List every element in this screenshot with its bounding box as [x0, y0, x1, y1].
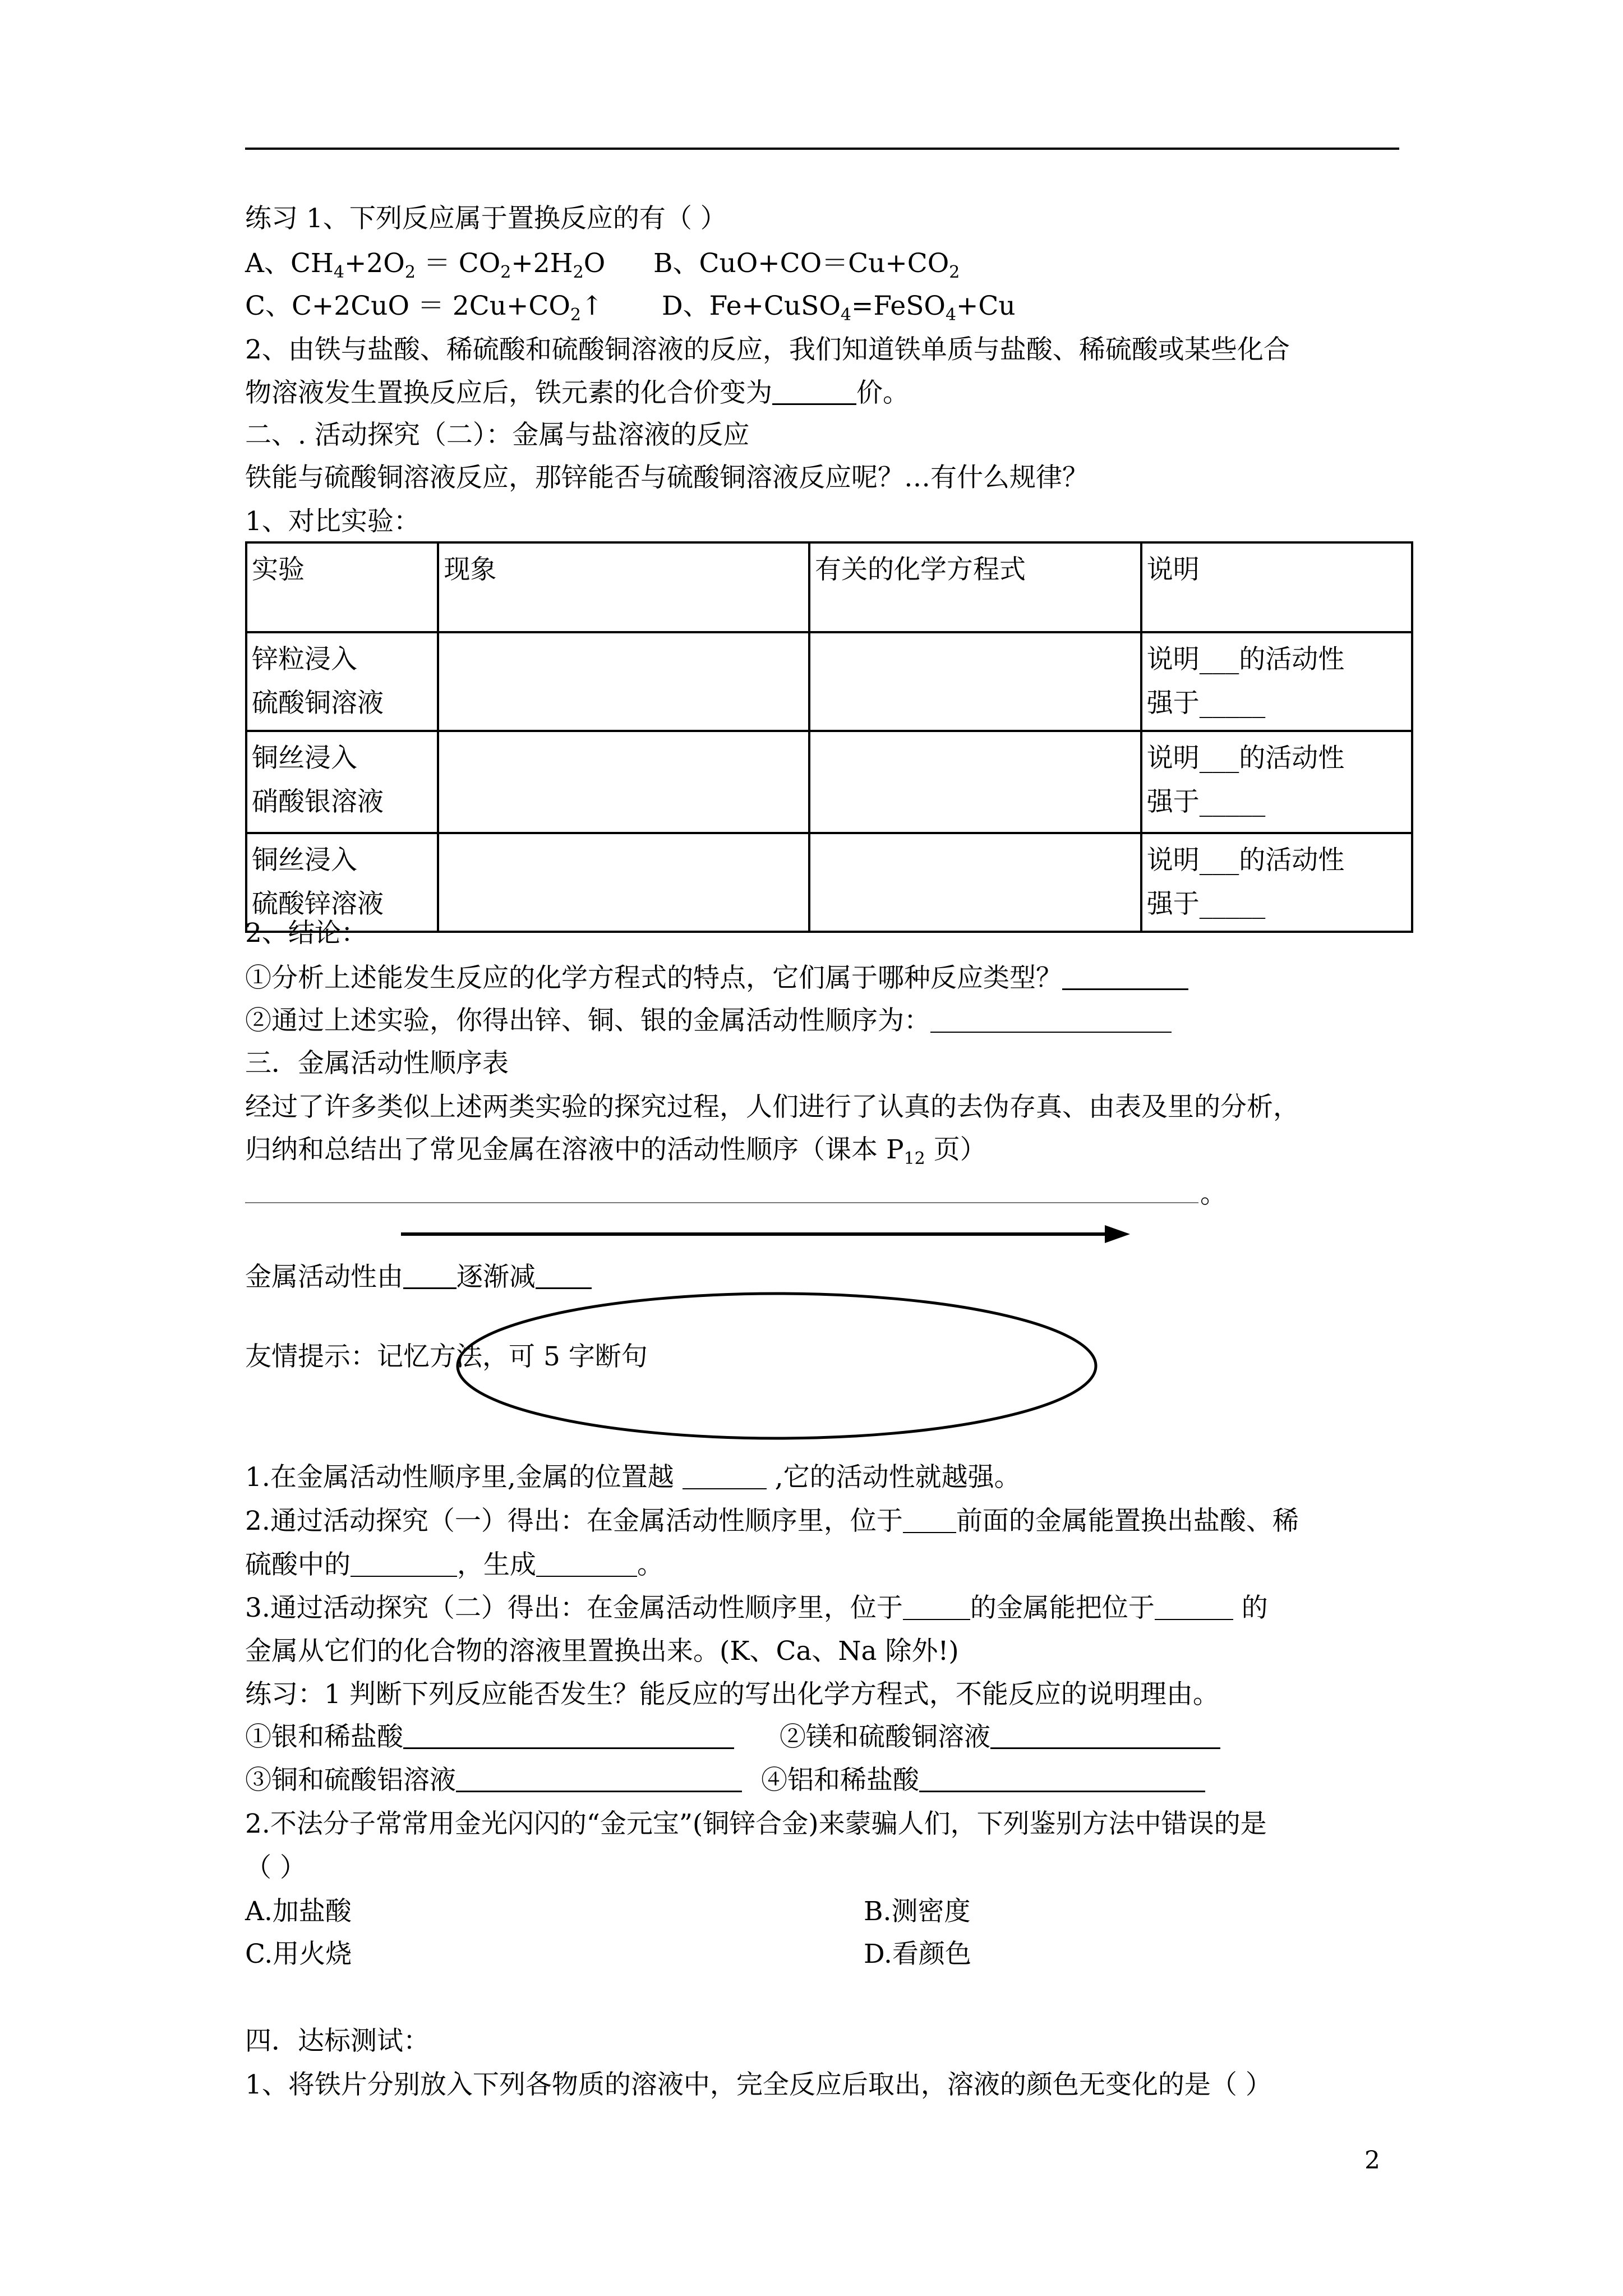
section4-title: 四．达标测试：: [245, 2026, 430, 2056]
section2-step2: 2、结论：: [245, 918, 367, 949]
practice-q1: 练习 1、下列反应属于置换反应的有（ ）: [245, 203, 727, 234]
section2-step1: 1、对比实验：: [245, 506, 420, 537]
section2-title: 二、. 活动探究（二）：金属与盐溶液的反应: [245, 420, 750, 450]
section3-title: 三．金属活动性顺序表: [245, 1048, 509, 1079]
exercise-2: ②镁和硫酸铜溶液: [780, 1724, 1220, 1750]
explanation-cell: 说明___的活动性 强于_____: [1141, 833, 1412, 932]
header-explanation: 说明: [1141, 542, 1412, 632]
header-equation: 有关的化学方程式: [809, 542, 1141, 632]
rule-3-line2: 金属从它们的化合物的溶液里置换出来。(K、Ca、Na 除外!): [245, 1636, 959, 1667]
experiment-cell: 锌粒浸入 硫酸铜溶液: [246, 632, 438, 731]
section3-para-line1: 经过了许多类似上述两类实验的探究过程，人们进行了认真的去伪存真、由表及里的分析，: [245, 1092, 1299, 1122]
exercise-3: ③铜和硫酸铝溶液: [245, 1767, 742, 1793]
exercise-2-answer[interactable]: [990, 1725, 1220, 1749]
question-2-line2: （ ）: [245, 1852, 306, 1883]
exercise-3-answer[interactable]: [456, 1768, 742, 1792]
practice-q2-line2: [245, 380, 909, 406]
memory-tip: 友情提示：记忆方法，可 5 字断句: [245, 1341, 648, 1372]
section3-para-line2: 归纳和总结出了常见金属在溶液中的活动性顺序（课本 $P_{12}$ 页）: [245, 1134, 986, 1168]
question-2-option-c[interactable]: C.用火烧: [245, 1939, 352, 1970]
table-header-row: [246, 542, 1412, 632]
before-blank[interactable]: [903, 1510, 956, 1533]
rule-2-line1: 2.通过活动探究（一）得出：在金属活动性顺序里，位于 前面的金属能置换出盐酸、稀: [245, 1506, 1299, 1536]
trend-end-blank[interactable]: [536, 1265, 592, 1289]
equation-cell[interactable]: [809, 731, 1141, 833]
reaction-type-blank[interactable]: [1062, 966, 1188, 990]
table-row: [246, 632, 1412, 731]
practice-q2-text-b: 价。: [856, 378, 909, 408]
question-2-option-a[interactable]: A.加盐酸: [245, 1896, 352, 1927]
front-metal-blank[interactable]: [903, 1596, 970, 1620]
equation-cell[interactable]: [809, 632, 1141, 731]
product-blank[interactable]: [536, 1553, 637, 1577]
practice-q2-text-a: 物溶液发生置换反应后，铁元素的化合价变为: [245, 378, 772, 408]
rule-2-line2: 硫酸中的 ，生成 。: [245, 1549, 663, 1580]
header-rule: [245, 148, 1399, 150]
explanation-cell: 说明___的活动性 强于_____: [1141, 731, 1412, 833]
back-metal-blank[interactable]: [1155, 1596, 1233, 1620]
header-phenomenon: 现象: [438, 542, 809, 632]
activity-trend: 金属活动性由 逐渐减: [245, 1264, 592, 1290]
acid-blank[interactable]: [351, 1553, 457, 1577]
rule-1: 1.在金属活动性顺序里,金属的位置越 ,它的活动性就越强。: [245, 1462, 1021, 1493]
memory-ellipse: [454, 1290, 1099, 1442]
exercise-title: 练习：1 判断下列反应能否发生？能反应的写出化学方程式，不能反应的说明理由。: [245, 1679, 1219, 1710]
practice-option-a: A、$CH_4+2O_2 = CO_2+2H_2O$: [245, 248, 606, 282]
practice-option-c: C、$C+2CuO = 2Cu+CO_2↑$: [245, 291, 603, 325]
table-row: [246, 731, 1412, 833]
equation-cell[interactable]: [809, 833, 1141, 932]
question-2-option-d[interactable]: D.看颜色: [864, 1939, 971, 1970]
header-experiment: 实验: [246, 542, 438, 632]
conclusion-1: ①分析上述能发生反应的化学方程式的特点，它们属于哪种反应类型？: [245, 965, 1188, 991]
experiment-cell: 铜丝浸入 硫酸锌溶液: [246, 833, 438, 932]
position-blank[interactable]: [683, 1466, 767, 1489]
trend-start-blank[interactable]: [403, 1265, 457, 1289]
direction-arrow: [401, 1223, 1130, 1245]
sequence-period: 。: [1200, 1179, 1227, 1209]
exercise-4: ④铝和稀盐酸: [761, 1767, 1205, 1793]
activity-order-blank[interactable]: [930, 1009, 1172, 1033]
exercise-1-answer[interactable]: [403, 1725, 734, 1749]
rule-3-line1: 3.通过活动探究（二）得出：在金属活动性顺序里，位于 的金属能把位于 的: [245, 1593, 1268, 1623]
section2-intro: 铁能与硫酸铜溶液反应，那锌能否与硫酸铜溶液反应呢？…有什么规律？: [245, 462, 1089, 493]
practice-q2-line1: 2、由铁与盐酸、稀硫酸和硫酸铜溶液的反应，我们知道铁单质与盐酸、稀硫酸或某些化合: [245, 334, 1290, 365]
activity-sequence-line[interactable]: [245, 1202, 1198, 1203]
explanation-cell: 说明___的活动性 强于_____: [1141, 632, 1412, 731]
page-number: 2: [1364, 2146, 1380, 2175]
table-row: [246, 833, 1412, 932]
conclusion-2: ②通过上述实验，你得出锌、铜、银的金属活动性顺序为：: [245, 1007, 1172, 1034]
section4-q1: 1、将铁片分别放入下列各物质的溶液中，完全反应后取出，溶液的颜色无变化的是（ ）: [245, 2069, 1272, 2100]
question-2-line1: 2.不法分子常常用金光闪闪的“金元宝”(铜锌合金)来蒙骗人们，下列鉴别方法中错误的是: [245, 1809, 1267, 1839]
valence-blank[interactable]: [772, 381, 856, 405]
exercise-1: ①银和稀盐酸: [245, 1724, 734, 1750]
exercise-4-answer[interactable]: [919, 1768, 1205, 1792]
question-2-option-b[interactable]: B.测密度: [864, 1896, 971, 1927]
phenomenon-cell[interactable]: [438, 731, 809, 833]
phenomenon-cell[interactable]: [438, 632, 809, 731]
experiment-table: [245, 541, 1413, 933]
experiment-cell: 铜丝浸入 硝酸银溶液: [246, 731, 438, 833]
phenomenon-cell[interactable]: [438, 833, 809, 932]
practice-option-d: D、Fe+CuSO$_4$=FeSO$_4$+Cu: [662, 291, 1016, 325]
practice-option-b: B、$CuO+CO=Cu+CO_2$: [653, 248, 960, 282]
